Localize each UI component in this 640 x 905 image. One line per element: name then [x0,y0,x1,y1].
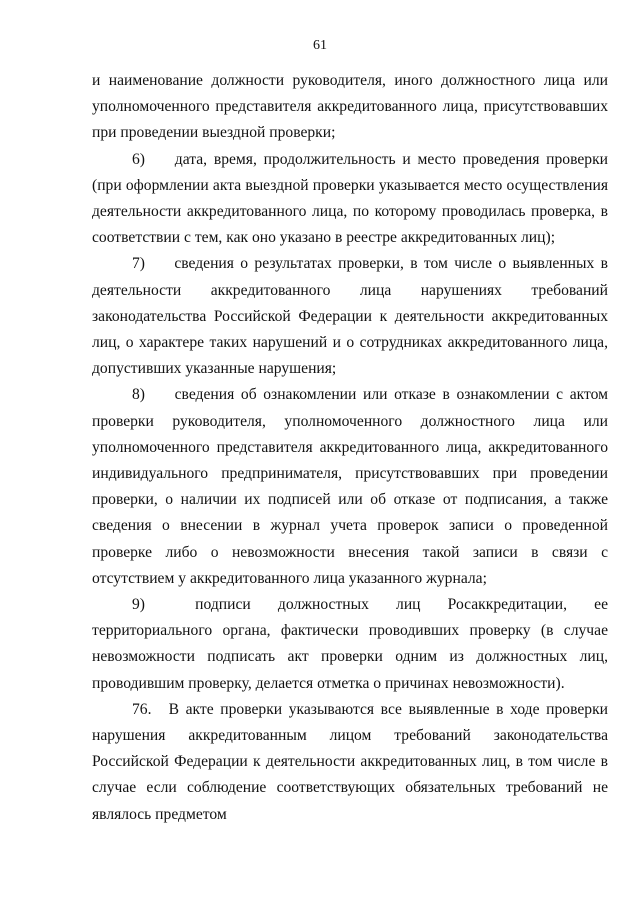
list-item-8 [92,382,608,592]
list-item-9 [92,592,608,697]
page-number: 61 [313,38,327,53]
section-76 [92,697,608,828]
document-body [92,68,608,828]
list-item-number: 7) [132,255,145,273]
list-item-number: 6) [132,150,145,168]
section-number: 76. [132,700,152,718]
paragraph-text: дата, время, продолжительность и место проведения проверки (при оформлении акта выездной проверки указывается место осуществления деятельности аккредитованного лица, по которому проводилась проверка, в соответствии с тем, как оно указано в реестре аккредитованных лиц); [92,150,608,247]
paragraph-text: сведения об ознакомлении или отказе в ознакомлении с актом проверки руководителя, уполномоченного должностного лица или уполномоченного представителя аккредитованного лица, аккредитованного индивидуального предпринимателя, присутствовавших при проведении проверки, о наличии их подписей или об отказе от подписания, а также сведения о внесении в журнал учета проверок записи о проведенной проверке либо о невозможности внесения такой записи в связи с отсутствием у аккредитованного лица указанного журнала; [92,386,609,587]
paragraph-text: и наименование должности руководителя, иного должностного лица или уполномоченного представителя аккредитованного лица, присутствовавших при проведении выездной проверки; [92,72,608,142]
list-item-number: 8) [132,386,145,404]
paragraph-text: подписи должностных лиц Росаккредитации, ее территориального органа, фактически проводивших проверку (в случае невозможности подписать акт проверки одним из должностных лиц, проводившим проверку, делается отметка о причинах невозможности). [92,596,608,692]
list-item-6 [92,147,608,252]
paragraph-text: сведения о результатах проверки, в том числе о выявленных в деятельности аккредитованного лица нарушениях требований законодательства Российской Федерации к деятельности аккредитованных лиц, о характере таких нарушений и о сотрудниках аккредитованного лица, допустивших указанные нарушения; [92,255,608,378]
paragraph-text: В акте проверки указываются все выявленные в ходе проверки нарушения аккредитованным лицом требований законодательства Российской Федерации к деятельности аккредитованных лиц, в том числе в случае если соблюдение соответствующих обязательных требований не являлось предметом [92,700,608,823]
list-item-number: 9) [132,596,145,614]
list-item-7 [92,251,608,382]
paragraph-continuation [92,68,608,147]
